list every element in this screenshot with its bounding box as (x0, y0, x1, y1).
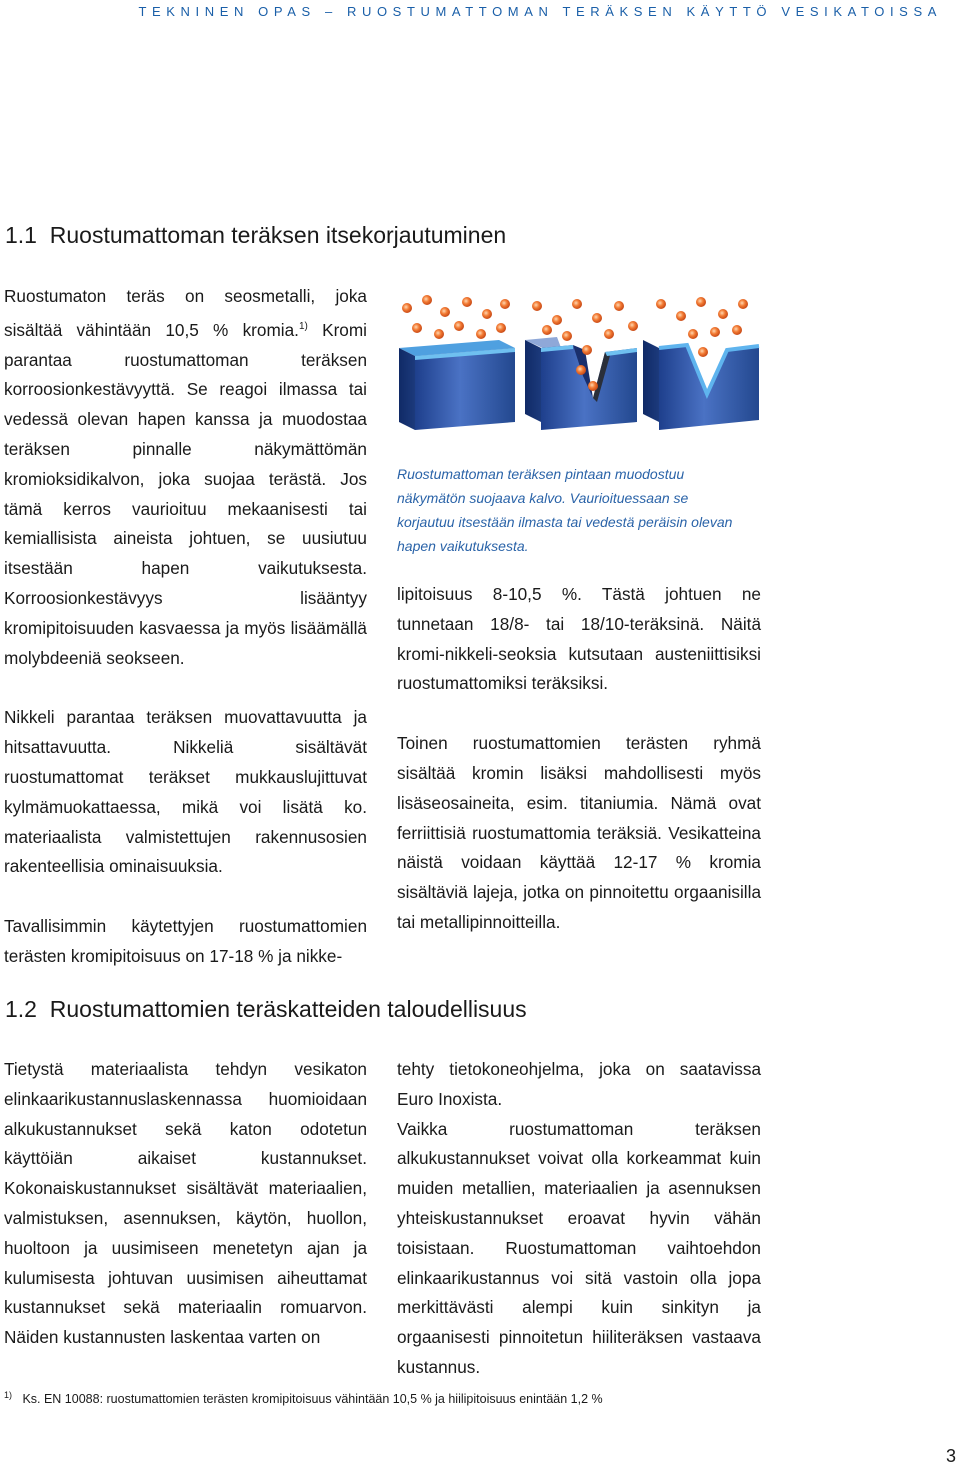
footnote-reference: 1) (298, 320, 308, 332)
self-repair-illustration (397, 290, 765, 440)
paragraph-lifecycle: Tietystä materiaalista tehdyn vesikaton elinkaarikustannuslaskennassa huomioidaan alkukustannukset sekä katon odotetun käyttöiän aikaiset kustannukset. Kokonaiskustannukset sisältävät materiaalien, valmistuksen, asennuksen, käytön, huollon, huoltoon ja uusimiseen menetetyn ajan ja kulumisesta johtuvan uusimisen aiheuttamat kustannukset sekä materiaalin romuarvon. Näiden kustannusten laskentaa varten on (4, 1059, 367, 1348)
section-number: 1.2 (5, 996, 37, 1022)
footnote-text: Ks. EN 10088: ruostumattomien terästen kromipitoisuus vähintään 10,5 % ja hiilipitoisuus enintään 1,2 % (22, 1392, 603, 1406)
section-heading-1-2 (5, 996, 527, 1023)
paragraph-text: Kromi parantaa ruostumattoman teräksen korroosionkestävyyttä. Se reagoi ilmassa tai vedessä olevan hapen kanssa ja muodostaa teräksen pinnalle näkymättömän kromioksidikalvon, joka suojaa terästä. Jos tämä kerros vaurioituu mekaanisesti tai kemiallisista aineista johtuen, se uusiutuu itsestään hapen vaikutuksesta. Korroosionkestävyys lisääntyy kromipitoisuuden kasvaessa ja myös lisäämällä molybdeeniä seokseen. (4, 319, 367, 668)
right-column-2 (397, 1055, 761, 1383)
paragraph-software: tehty tietokoneohjelma, joka on saatavissa Euro Inoxista. (397, 1059, 761, 1109)
paragraph-chromium (4, 282, 367, 673)
footnote-marker: 1) (4, 1390, 13, 1400)
left-column-2 (4, 1055, 367, 1353)
paragraph-text: Ruostumaton teräs on seosmetalli, joka sisältää vähintään 10,5 % kromia. (4, 286, 367, 340)
section-title: Ruostumattomien teräskatteiden taloudellisuus (49, 996, 527, 1022)
section-heading-1-1 (5, 222, 506, 249)
section-number: 1.1 (5, 222, 37, 248)
running-header: TEKNINEN OPAS – RUOSTUMATTOMAN TERÄKSEN KÄYTTÖ VESIKATOISSA (138, 4, 942, 19)
paragraph-costs: Vaikka ruostumattoman teräksen alkukustannukset voivat olla korkeammat kuin muiden metallien, materiaalien ja asennuksen yhteiskustannukset eroavat hyvin vähän toisistaan. Ruostumattoman vaihtoehdon elinkaarikustannus voi sitä vastoin olla jopa merkittävästi alempi kuin sinkityn ja orgaanisesti pinnoitetun hiiliteräksen vastaava kustannus. (397, 1118, 761, 1377)
section-title: Ruostumattoman teräksen itsekorjautuminen (49, 222, 507, 248)
paragraph-composition: Tavallisimmin käytettyjen ruostumattomien terästen kromipitoisuus on 17-18 % ja nikke- (4, 916, 367, 966)
left-column-1 (4, 282, 367, 972)
right-column-1 (397, 580, 761, 938)
paragraph-nickel: Nikkeli parantaa teräksen muovattavuutta ja hitsattavuutta. Nikkeliä sisältävät ruostumattomat teräkset mukkauslujittuvat kylmämuokattaessa, mikä voi lisätä ko. materiaalista valmistettujen rakennusosien rakenteellisia ominaisuuksia. (4, 707, 367, 877)
page-number: 3 (945, 1446, 956, 1466)
figure-caption: Ruostumattoman teräksen pintaan muodostuu näkymätön suojaava kalvo. Vaurioituessaan se korjautuu itsestään ilmasta tai vedestä peräisin olevan hapen vaikutuksesta. (397, 466, 733, 554)
paragraph-austenitic: lipitoisuus 8-10,5 %. Tästä johtuen ne tunnetaan 18/8- tai 18/10-teräksinä. Näitä kromi-nikkeli-seoksia kutsutaan austeniittisiksi ruostumattomiksi teräksiksi. (397, 584, 761, 694)
paragraph-ferritic: Toinen ruostumattomien terästen ryhmä sisältää kromin lisäksi mahdollisesti myös lisäseosaineita, esim. titaniumia. Nämä ovat ferriittisiä ruostumattomia teräksiä. Vesikatteina näistä voidaan käyttää 12-17 % kromia sisältäviä lajeja, jotka on pinnoitettu orgaanisilla tai metallipinnoitteilla. (397, 733, 761, 932)
footnote (4, 1390, 603, 1406)
steel-blocks-figure (397, 290, 765, 440)
